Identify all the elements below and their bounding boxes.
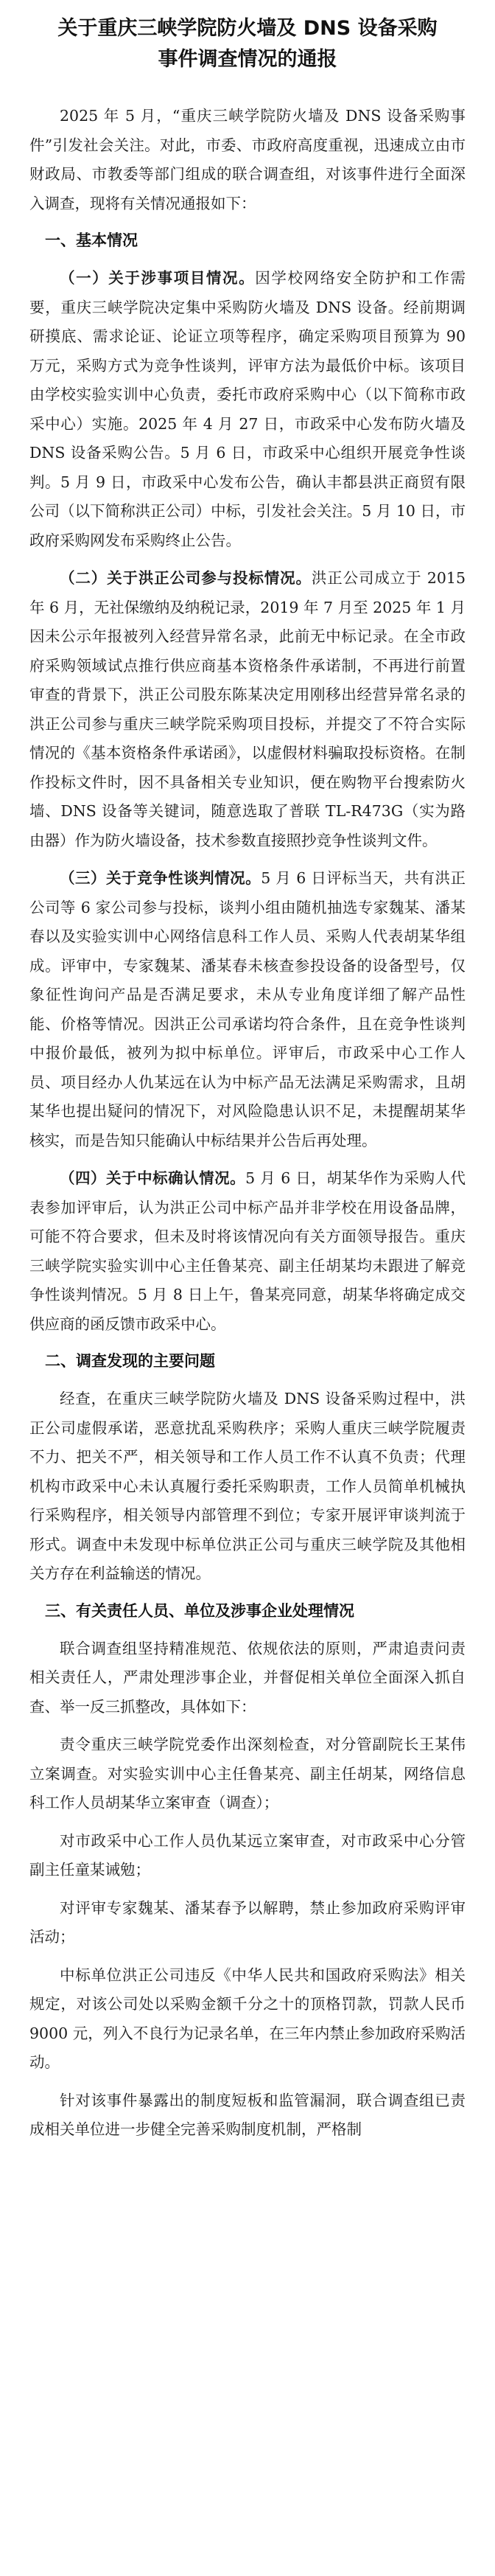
paragraph-body: 5 月 6 日评标当天，共有洪正公司等 6 家公司参与投标，谈判小组由随机抽选专家魏某、潘某春以及实验实训中心网络信息科工作人员、采购人代表胡某华组成。评审中，专家魏某、潘某春未核查参投设备的设备型号，仅象征性询问产品是否满足要求，未从专业角度详细了解产品性能、价格等情况。因洪正公司承诺均符合条件，且在竞争性谈判中报价最低，被列为拟中标单位。评审后，市政采中心工作人员、项目经办人仇某远在认为中标产品无法满足采购需求，且胡某华也提出疑问的情况下，对风险隐患认识不足，未提醒胡某华核实，而是告知只能确认中标结果并公告后再处理。 — [29, 869, 466, 1149]
paragraph-body: 因学校网络安全防护和工作需要，重庆三峡学院决定集中采购防火墙及 DNS 设备。经前期调研摸底、需求论证、论证立项等程序，确定采购项目预算为 90 万元，采购方式为竞争性谈判，评审方法为最低价中标。该项目由学校实验实训中心负责，委托市政府采购中心（以下简称市政采中心）实施。2025 年 4 月 27 日，市政采中心发布防火墙及 DNS 设备采购公告。5 月 6 日，市政采中心组织开展竞争性谈判。5 月 9 日，市政采中心发布公告，确认丰都县洪正商贸有限公司（以下简称洪正公司）中标，引发社会关注。5 月 10 日，市政府采购网发布采购终止公告。 — [29, 269, 466, 549]
paragraph-findings: 经查，在重庆三峡学院防火墙及 DNS 设备采购过程中，洪正公司虚假承诺，恶意扰乱采购秩序；采购人重庆三峡学院履责不力、把关不严，相关领导和工作人员工作不认真不负责；代理机构市政采中心未认真履行委托采购职责，工作人员简单机械执行采购程序，相关领导内部管理不到位；专家开展评审谈判流于形式。调查中未发现中标单位洪正公司与重庆三峡学院及其他相关方存在利益输送的情况。 — [29, 1390, 466, 1582]
paragraph-handling-school: 责令重庆三峡学院党委作出深刻检查，对分管副院长王某伟立案调查。对实验实训中心主任鲁某亮、副主任胡某，网络信息科工作人员胡某华立案审查（调查）； — [29, 1736, 466, 1811]
paragraph-project-info — [29, 264, 466, 555]
section-heading-handling: 三、有关责任人员、单位及涉事企业处理情况 — [45, 1601, 354, 1620]
paragraph-body: 5 月 6 日，胡某华作为采购人代表参加评审后，认为洪正公司中标产品并非学校在用设备品牌，可能不符合要求，但未及时将该情况向有关方面领导报告。重庆三峡学院实验实训中心主任鲁某亮、副主任胡某均未跟进了解竞争性谈判情况。5 月 8 日上午，鲁某亮同意，胡某华将确定成交供应商的函反馈市政采中心。 — [29, 1169, 466, 1333]
paragraph-award-confirmation — [29, 1164, 466, 1339]
paragraph-lead: （四）关于中标确认情况。 — [60, 1169, 246, 1187]
paragraph-rectification: 针对该事件暴露出的制度短板和监管漏洞，联合调查组已责成相关单位进一步健全完善采购制度机制，严格制 — [29, 2091, 466, 2138]
paragraph-lead: （一）关于涉事项目情况。 — [60, 269, 256, 287]
paragraph-lead: （三）关于竞争性谈判情况。 — [60, 869, 261, 887]
paragraph-bidding-info — [29, 564, 466, 855]
section-heading-main-issues: 二、调查发现的主要问题 — [45, 1352, 215, 1370]
paragraph-negotiation-info — [29, 864, 466, 1155]
paragraph-handling-experts: 对评审专家魏某、潘某春予以解聘，禁止参加政府采购评审活动； — [29, 1898, 466, 1946]
document-title — [29, 13, 466, 75]
paragraph-lead: （二）关于洪正公司参与投标情况。 — [60, 569, 312, 587]
paragraph-handling-principle: 联合调查组坚持精准规范、依规依法的原则，严肃追责问责相关责任人，严肃处理涉事企业，并督促相关单位全面深入抓自查、举一反三抓整改，具体如下： — [29, 1639, 466, 1716]
paragraph-handling-procurement-center: 对市政采中心工作人员仇某远立案审查，对市政采中心分管副主任童某诫勉； — [29, 1831, 466, 1879]
section-heading-basic-info: 一、基本情况 — [45, 232, 138, 249]
paragraph-handling-company: 中标单位洪正公司违反《中华人民共和国政府采购法》相关规定，对该公司处以采购金额千分之十的顶格罚款，罚款人民币 9000 元，列入不良行为记录名单，在三年内禁止参加政府采购活动。 — [29, 1966, 466, 2071]
paragraph-body: 洪正公司成立于 2015 年 6 月，无社保缴纳及纳税记录，2019 年 7 月至 2025 年 1 月因未公示年报被列入经营异常名录，此前无中标记录。在全市政府采购领域试点推行供应商基本资格条件承诺制，不再进行前置审查的背景下，洪正公司股东陈某决定用刚移出经营异常名录的洪正公司参与重庆三峡学院采购项目投标，并提交了不符合实际情况的《基本资格条件承诺函》，以虚假材料骗取投标资格。在制作投标文件时，因不具备相关专业知识，便在购物平台搜索防火墙、DNS 设备等关键词，随意选取了普联 TL-R473G（实为路由器）作为防火墙设备，技术参数直接照抄竞争性谈判文件。 — [29, 569, 466, 849]
title-line-2: 事件调查情况的通报 — [158, 48, 337, 71]
title-line-1: 关于重庆三峡学院防火墙及 DNS 设备采购 — [57, 17, 438, 40]
intro-paragraph: 2025 年 5 月，“重庆三峡学院防火墙及 DNS 设备采购事件”引发社会关注。对此，市委、市政府高度重视，迅速成立由市财政局、市教委等部门组成的联合调查组，对该事件进行全面深入调查，现将有关情况通报如下： — [29, 107, 466, 212]
